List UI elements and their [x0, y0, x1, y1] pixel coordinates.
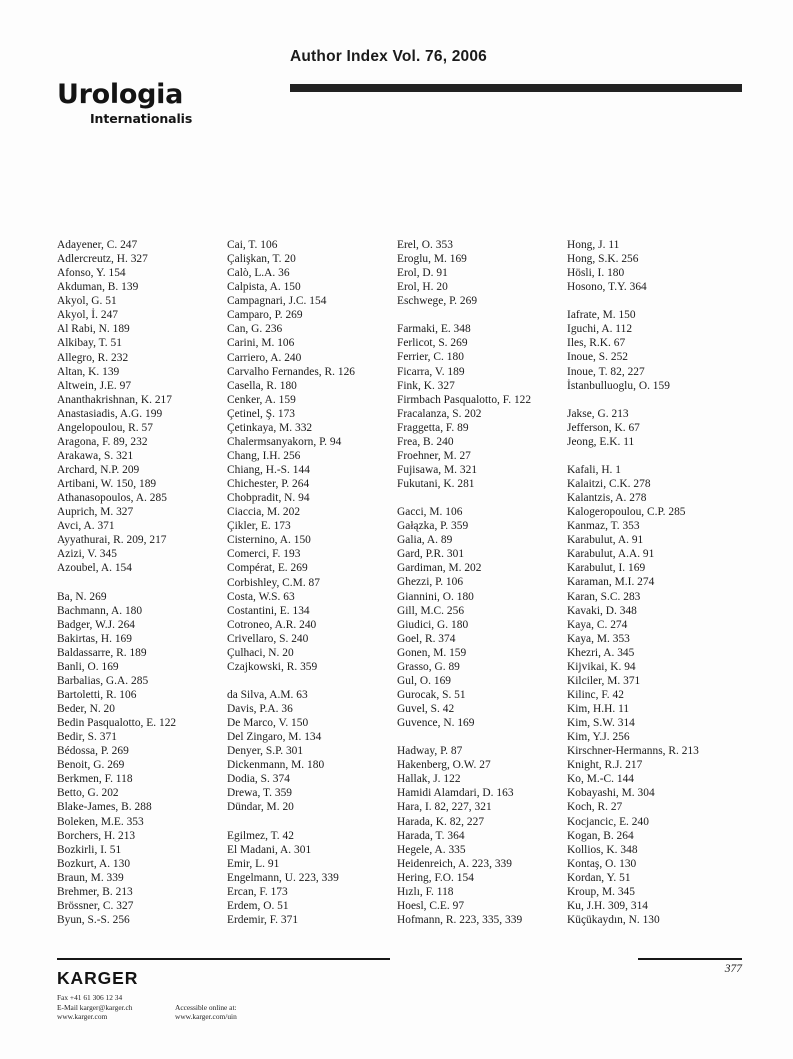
index-entry: Kaya, C. 274	[567, 618, 628, 631]
index-entry: Koch, R. 27	[567, 801, 623, 814]
index-entry: Inoue, T. 82, 227	[567, 365, 645, 378]
index-entry: Auprich, M. 327	[57, 506, 134, 519]
index-entry: Barbalias, G.A. 285	[57, 674, 149, 687]
publisher-email: E-Mail karger@karger.ch	[57, 1002, 133, 1012]
index-entry: Galia, A. 89	[397, 534, 453, 547]
index-entry: Camparo, P. 269	[227, 309, 303, 322]
index-entry: Ayyathurai, R. 209, 217	[57, 534, 167, 547]
index-entry: Denyer, S.P. 301	[227, 745, 304, 758]
index-entry: Giannini, O. 180	[397, 590, 474, 603]
index-entry: Goel, R. 374	[397, 632, 456, 645]
index-entry: Karabulut, I. 169	[567, 562, 646, 575]
index-entry: Iafrate, M. 150	[567, 309, 636, 322]
index-entry: Ba, N. 269	[57, 590, 107, 603]
index-entry: Kirschner-Hermanns, R. 213	[567, 745, 699, 758]
index-entry: Bachmann, A. 180	[57, 604, 143, 617]
index-entry: Berkmen, F. 118	[57, 773, 133, 786]
index-entry: Hosono, T.Y. 364	[567, 281, 647, 294]
index-entry: Badger, W.J. 264	[57, 618, 136, 631]
index-entry: Knight, R.J. 217	[567, 759, 643, 772]
index-entry: Akduman, B. 139	[57, 281, 139, 294]
index-entry: Giudici, G. 180	[397, 618, 469, 631]
index-column-3	[397, 238, 567, 938]
footer-rule-right	[638, 958, 742, 960]
index-entry: Archard, N.P. 209	[57, 464, 140, 476]
index-entry: Casella, R. 180	[227, 379, 297, 392]
publisher-logo: KARGER	[57, 968, 139, 988]
index-entry: Bédossa, P. 269	[57, 745, 129, 758]
index-entry: Chobpradit, N. 94	[227, 492, 310, 505]
index-entry: Çetinel, Ş. 173	[227, 407, 296, 420]
index-entry: Hösli, I. 180	[567, 267, 625, 280]
index-entry: Hoesl, C.E. 97	[397, 899, 465, 912]
index-column-1	[57, 238, 227, 938]
index-entry: Gardiman, M. 202	[397, 562, 482, 575]
index-entry: Bozkurt, A. 130	[57, 857, 131, 870]
index-entry: Hallak, J. 122	[397, 773, 461, 786]
index-entry: Kim, H.H. 11	[567, 703, 630, 716]
index-entry: Küçükaydın, N. 130	[567, 913, 660, 926]
index-entry: Engelmann, U. 223, 339	[227, 871, 339, 884]
index-entry: Bartoletti, R. 106	[57, 688, 137, 701]
page-header	[0, 0, 793, 150]
index-entry: Kalantzis, A. 278	[567, 492, 647, 505]
index-entry: Del Zingaro, M. 134	[227, 731, 322, 744]
index-entry: Erdemir, F. 371	[227, 913, 299, 926]
index-entry: Dündar, M. 20	[227, 801, 294, 814]
index-entry: Chang, I.H. 256	[227, 449, 301, 462]
index-entry: De Marco, V. 150	[227, 717, 309, 730]
index-entry: Byun, S.-S. 256	[57, 913, 130, 926]
index-entry: Kijvikai, K. 94	[567, 660, 636, 673]
index-entry: Jefferson, K. 67	[567, 421, 640, 434]
index-entry: Benoit, G. 269	[57, 759, 125, 772]
index-entry: Gill, M.C. 256	[397, 604, 465, 617]
index-entry: Hong, J. 11	[567, 239, 620, 251]
index-entry: Beder, N. 20	[57, 703, 115, 716]
index-entry: Altan, K. 139	[57, 365, 120, 378]
index-entry: Farmaki, E. 348	[397, 323, 471, 336]
online-access-label: Accessible online at:	[175, 1002, 237, 1012]
index-entry: Dodia, S. 374	[227, 773, 290, 786]
index-entry: Bozkirli, I. 51	[57, 843, 122, 856]
index-entry: Drewa, T. 359	[227, 787, 292, 800]
index-entry: Gurocak, S. 51	[397, 688, 466, 701]
index-entry: Eroglu, M. 169	[397, 253, 467, 266]
publisher-fax: Fax +41 61 306 12 34	[57, 993, 123, 1002]
index-entry: Harada, K. 82, 227	[397, 815, 485, 828]
index-entry: Kroup, M. 345	[567, 885, 635, 898]
index-entry: Kilinc, F. 42	[567, 688, 624, 701]
publisher-website: www.karger.com	[57, 1012, 108, 1022]
index-entry-spacer	[567, 449, 757, 463]
index-entry: Chiang, H.-S. 144	[227, 464, 310, 476]
index-entry: Anastasiadis, A.G. 199	[57, 407, 163, 420]
index-entry: Jakse, G. 213	[567, 407, 629, 420]
index-entry: Angelopoulou, R. 57	[57, 421, 153, 434]
index-entry: Campagnari, J.C. 154	[227, 295, 327, 308]
index-entry: Karan, S.C. 283	[567, 590, 641, 603]
index-entry: Hızlı, F. 118	[397, 885, 454, 898]
index-entry: Kafali, H. 1	[567, 463, 622, 476]
index-entry: Karabulut, A. 91	[567, 534, 644, 547]
index-entry: Kilciler, M. 371	[567, 674, 641, 687]
index-entry: Compérat, E. 269	[227, 562, 308, 575]
online-access-url: www.karger.com/uin	[175, 1012, 237, 1022]
index-entry: Carriero, A. 240	[227, 351, 302, 364]
page-footer	[0, 958, 793, 1059]
index-entry: Kalaitzi, C.K. 278	[567, 478, 651, 491]
index-entry: Hering, F.O. 154	[397, 871, 474, 884]
index-entry: Erol, H. 20	[397, 281, 448, 294]
index-entry: Harada, T. 364	[397, 829, 465, 842]
index-entry: Çetinkaya, M. 332	[227, 421, 313, 434]
index-entry: Adlercreutz, H. 327	[57, 253, 148, 266]
index-entry: Al Rabi, N. 189	[57, 323, 130, 336]
index-entry: Gałązka, P. 359	[397, 520, 469, 533]
index-entry: Banli, O. 169	[57, 660, 119, 673]
index-entry: Karaman, M.I. 274	[567, 576, 655, 589]
index-entry: Chichester, P. 264	[227, 478, 310, 491]
footer-rule-left	[57, 958, 390, 960]
header-rule	[290, 84, 742, 92]
index-entry: Erel, O. 353	[397, 239, 453, 251]
index-entry: Brössner, C. 327	[57, 899, 134, 912]
index-entry: Frea, B. 240	[397, 435, 454, 448]
index-entry-spacer	[397, 730, 567, 744]
index-entry: Gul, O. 169	[397, 674, 452, 687]
index-entry: Egilmez, T. 42	[227, 829, 294, 842]
page-title: Author Index Vol. 76, 2006	[290, 48, 487, 65]
index-entry: Guvence, N. 169	[397, 717, 475, 730]
index-entry: Ercan, F. 173	[227, 885, 288, 898]
index-entry-spacer	[57, 576, 227, 590]
index-entry: Carvalho Fernandes, R. 126	[227, 365, 356, 378]
index-entry: Cai, T. 106	[227, 239, 278, 251]
publisher-contact	[57, 993, 132, 1022]
index-entry: Fukutani, K. 281	[397, 478, 475, 491]
index-entry: Costantini, E. 134	[227, 604, 310, 617]
index-entry: Ficarra, V. 189	[397, 365, 465, 378]
index-entry: Hakenberg, O.W. 27	[397, 759, 491, 772]
index-entry: Bedin Pasqualotto, E. 122	[57, 717, 177, 730]
index-entry: Kalogeropoulou, C.P. 285	[567, 506, 686, 519]
index-entry: Adayener, C. 247	[57, 239, 138, 251]
index-entry: Cotroneo, A.R. 240	[227, 618, 317, 631]
index-entry: Guvel, S. 42	[397, 703, 455, 716]
index-entry: Kavaki, D. 348	[567, 604, 637, 617]
index-entry: Betto, G. 202	[57, 787, 119, 800]
index-entry: Kordan, Y. 51	[567, 871, 631, 884]
index-entry: Gonen, M. 159	[397, 646, 467, 659]
index-entry: da Silva, A.M. 63	[227, 688, 308, 701]
index-entry: Fujisawa, M. 321	[397, 463, 478, 476]
index-column-4	[567, 238, 757, 938]
index-entry: Fink, K. 327	[397, 379, 455, 392]
index-entry: Kanmaz, T. 353	[567, 520, 640, 533]
index-entry: Hegele, A. 335	[397, 843, 466, 856]
index-entry: Kontaş, O. 130	[567, 857, 637, 870]
index-entry: Kocjancic, E. 240	[567, 815, 649, 828]
index-entry: Heidenreich, A. 223, 339	[397, 857, 512, 870]
index-entry: Erdem, O. 51	[227, 899, 289, 912]
index-entry: Azizi, V. 345	[57, 548, 117, 561]
index-entry: Calò, L.A. 36	[227, 267, 290, 280]
index-entry: Akyol, G. 51	[57, 295, 117, 308]
page-number: 377	[724, 963, 742, 975]
index-entry: Erol, D. 91	[397, 267, 448, 280]
index-entry: Brehmer, B. 213	[57, 885, 133, 898]
journal-logo-secondary: Internationalis	[90, 111, 193, 126]
index-entry: Hara, I. 82, 227, 321	[397, 801, 492, 814]
index-entry: Dickenmann, M. 180	[227, 759, 325, 772]
index-entry: Altwein, J.E. 97	[57, 379, 132, 392]
index-entry: Çulhaci, N. 20	[227, 646, 294, 659]
index-entry: Çalişkan, T. 20	[227, 253, 296, 266]
index-entry: Braun, M. 339	[57, 871, 124, 884]
index-entry: Chalermsanyakorn, P. 94	[227, 435, 342, 448]
index-entry: Hamidi Alamdari, D. 163	[397, 787, 514, 800]
index-entry: Emir, L. 91	[227, 857, 280, 870]
index-entry: El Madani, A. 301	[227, 843, 312, 856]
index-entry-spacer	[567, 393, 757, 407]
index-entry: Kaya, M. 353	[567, 632, 630, 645]
index-entry: Borchers, H. 213	[57, 829, 136, 842]
index-entry: Arakawa, S. 321	[57, 449, 134, 462]
index-entry: Aragona, F. 89, 232	[57, 435, 148, 448]
index-entry: Çikler, E. 173	[227, 520, 291, 533]
index-entry: Kim, S.W. 314	[567, 717, 635, 730]
index-entry: Bedir, S. 371	[57, 731, 117, 744]
index-entry: Kobayashi, M. 304	[567, 787, 655, 800]
index-entry: Bakirtas, H. 169	[57, 632, 132, 645]
index-entry: Costa, W.S. 63	[227, 590, 295, 603]
index-entry-spacer	[227, 674, 397, 688]
index-entry: Ananthakrishnan, K. 217	[57, 393, 172, 406]
journal-logo-primary: Urologia	[57, 79, 183, 110]
index-entry: Hadway, P. 87	[397, 745, 463, 758]
index-entry: Firmbach Pasqualotto, F. 122	[397, 393, 532, 406]
index-entry: Artibani, W. 150, 189	[57, 478, 157, 491]
index-entry: Karabulut, A.A. 91	[567, 548, 655, 561]
index-entry: Comerci, F. 193	[227, 548, 301, 561]
index-entry: Iles, R.K. 67	[567, 337, 626, 350]
index-entry-spacer	[397, 491, 567, 505]
index-entry: Akyol, İ. 247	[57, 309, 119, 322]
index-entry: Azoubel, A. 154	[57, 562, 132, 575]
index-entry-spacer	[397, 308, 567, 322]
index-entry: Kollios, K. 348	[567, 843, 638, 856]
index-entry: Afonso, Y. 154	[57, 267, 126, 280]
index-entry: Crivellaro, S. 240	[227, 632, 309, 645]
index-entry: Ferlicot, S. 269	[397, 337, 468, 350]
index-entry: İstanbulluoglu, O. 159	[567, 379, 670, 392]
index-entry: Baldassarre, R. 189	[57, 646, 147, 659]
index-entry: Ko, M.-C. 144	[567, 773, 635, 786]
index-entry: Cisternino, A. 150	[227, 534, 311, 547]
index-entry: Jeong, E.K. 11	[567, 435, 635, 448]
index-entry: Ciaccia, M. 202	[227, 506, 301, 519]
index-entry: Iguchi, A. 112	[567, 323, 633, 336]
index-entry: Czajkowski, R. 359	[227, 660, 318, 673]
index-entry: Davis, P.A. 36	[227, 703, 293, 716]
index-entry: Eschwege, P. 269	[397, 295, 478, 308]
index-entry: Alkibay, T. 51	[57, 337, 122, 350]
index-entry: Gacci, M. 106	[397, 506, 463, 519]
index-entry: Can, G. 236	[227, 323, 283, 336]
index-column-2	[227, 238, 397, 938]
index-entry: Ferrier, C. 180	[397, 351, 464, 364]
index-entry: Cenker, A. 159	[227, 393, 296, 406]
index-entry: Ku, J.H. 309, 314	[567, 899, 649, 912]
index-entry: Allegro, R. 232	[57, 351, 129, 364]
index-entry: Khezri, A. 345	[567, 646, 635, 659]
journal-logo	[57, 80, 247, 126]
index-entry: Corbishley, C.M. 87	[227, 576, 320, 589]
index-entry: Kogan, B. 264	[567, 829, 634, 842]
index-entry: Avci, A. 371	[57, 520, 115, 533]
index-entry: Carini, M. 106	[227, 337, 295, 350]
index-entry: Hong, S.K. 256	[567, 253, 639, 266]
index-entry: Grasso, G. 89	[397, 660, 460, 673]
index-entry: Calpista, A. 150	[227, 281, 301, 294]
author-index-columns	[57, 238, 757, 938]
index-entry: Inoue, S. 252	[567, 351, 629, 364]
index-entry: Blake-James, B. 288	[57, 801, 152, 814]
index-entry: Kim, Y.J. 256	[567, 731, 630, 744]
index-entry-spacer	[227, 815, 397, 829]
online-access-info	[175, 1003, 237, 1022]
index-entry: Fraggetta, F. 89	[397, 421, 469, 434]
index-entry: Froehner, M. 27	[397, 449, 471, 462]
index-entry: Ghezzi, P. 106	[397, 576, 464, 589]
index-entry: Fracalanza, S. 202	[397, 407, 482, 420]
index-entry: Gard, P.R. 301	[397, 548, 465, 561]
index-entry: Boleken, M.E. 353	[57, 815, 144, 828]
index-entry-spacer	[567, 294, 757, 308]
index-entry: Hofmann, R. 223, 335, 339	[397, 913, 523, 926]
index-entry: Athanasopoulos, A. 285	[57, 492, 167, 505]
